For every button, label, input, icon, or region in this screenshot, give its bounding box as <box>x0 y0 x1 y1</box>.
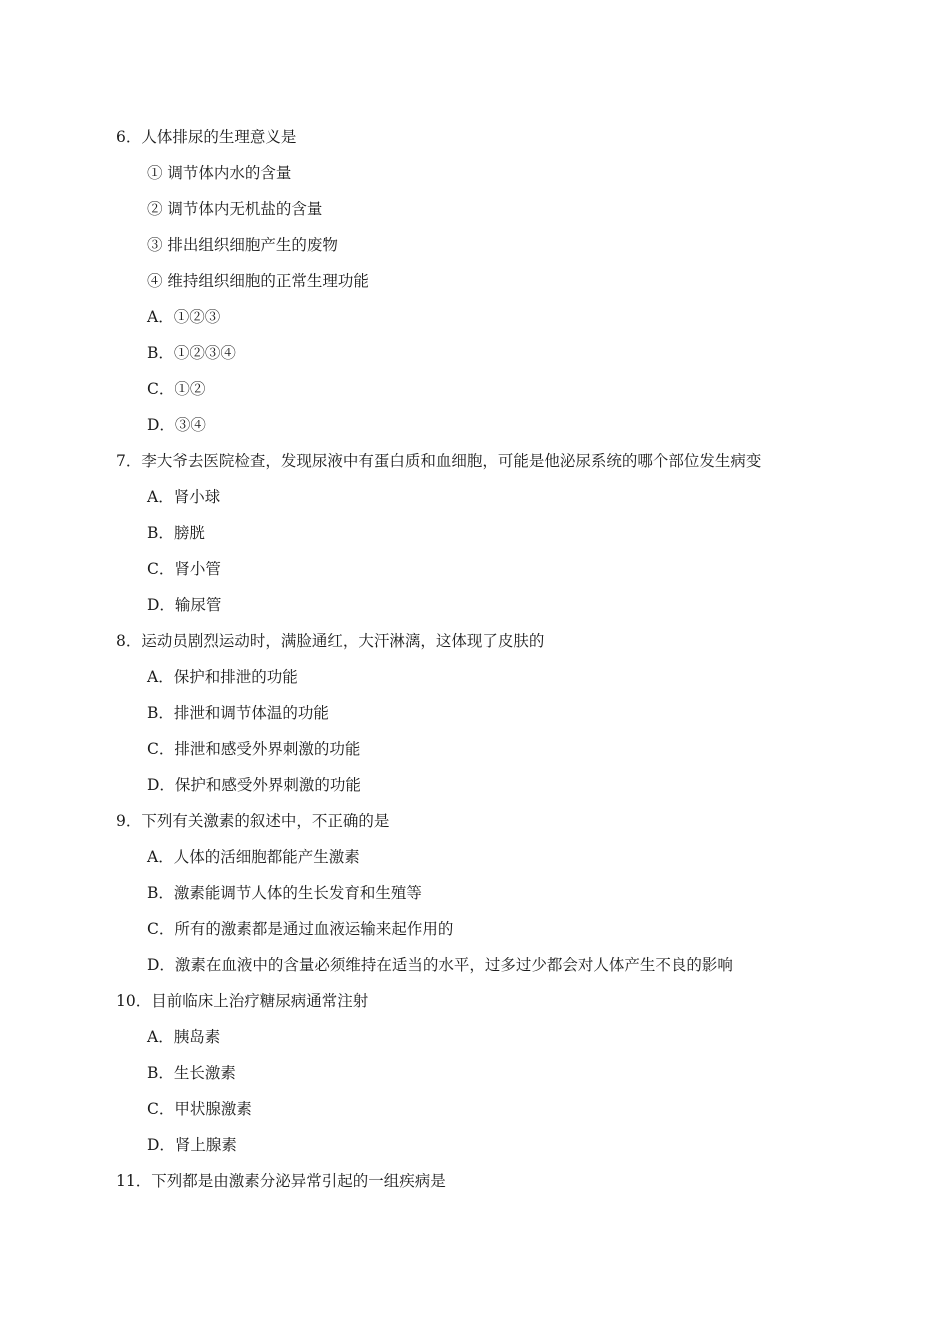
option-d: D．激素在血液中的含量必须维持在适当的水平，过多过少都会对人体产生不良的影响 <box>147 956 733 974</box>
option-d: D．输尿管 <box>147 596 222 614</box>
option-d: D．肾上腺素 <box>147 1136 237 1154</box>
statement: ③ 排出组织细胞产生的废物 <box>147 236 338 254</box>
option-a: A．胰岛素 <box>147 1028 221 1046</box>
option-c: C．甲状腺激素 <box>147 1100 252 1118</box>
option-a: A．保护和排泄的功能 <box>147 668 298 686</box>
question-stem: 10．目前临床上治疗糖尿病通常注射 <box>116 992 369 1010</box>
option-c: C．肾小管 <box>147 560 221 578</box>
statement: ② 调节体内无机盐的含量 <box>147 200 323 218</box>
option-c: C．所有的激素都是通过血液运输来起作用的 <box>147 920 454 938</box>
option-b: B．膀胱 <box>147 524 205 542</box>
option-b: B．排泄和调节体温的功能 <box>147 704 329 722</box>
question-7 <box>116 449 836 629</box>
question-stem: 8．运动员剧烈运动时，满脸通红，大汗淋漓，这体现了皮肤的 <box>116 632 545 650</box>
option-c: C．排泄和感受外界刺激的功能 <box>147 740 361 758</box>
option-c: C．①② <box>147 380 206 398</box>
question-6 <box>116 125 836 449</box>
question-stem: 9．下列有关激素的叙述中，不正确的是 <box>116 812 390 830</box>
question-stem: 7．李大爷去医院检查，发现尿液中有蛋白质和血细胞，可能是他泌尿系统的哪个部位发生病变 <box>116 452 762 470</box>
question-8 <box>116 629 836 809</box>
statement: ① 调节体内水的含量 <box>147 164 292 182</box>
option-b: B．生长激素 <box>147 1064 236 1082</box>
option-a: A．肾小球 <box>147 488 221 506</box>
question-9 <box>116 809 836 989</box>
question-11 <box>116 1169 836 1205</box>
question-stem: 6．人体排尿的生理意义是 <box>116 128 297 146</box>
question-stem: 11．下列都是由激素分泌异常引起的一组疾病是 <box>116 1172 446 1190</box>
option-d: D．保护和感受外界刺激的功能 <box>147 776 361 794</box>
option-b: B．①②③④ <box>147 344 236 362</box>
question-10 <box>116 989 836 1169</box>
option-a: A．①②③ <box>147 308 221 326</box>
statement: ④ 维持组织细胞的正常生理功能 <box>147 272 369 290</box>
option-d: D．③④ <box>147 416 206 434</box>
option-a: A．人体的活细胞都能产生激素 <box>147 848 360 866</box>
question-list <box>116 125 836 1205</box>
option-b: B．激素能调节人体的生长发育和生殖等 <box>147 884 422 902</box>
